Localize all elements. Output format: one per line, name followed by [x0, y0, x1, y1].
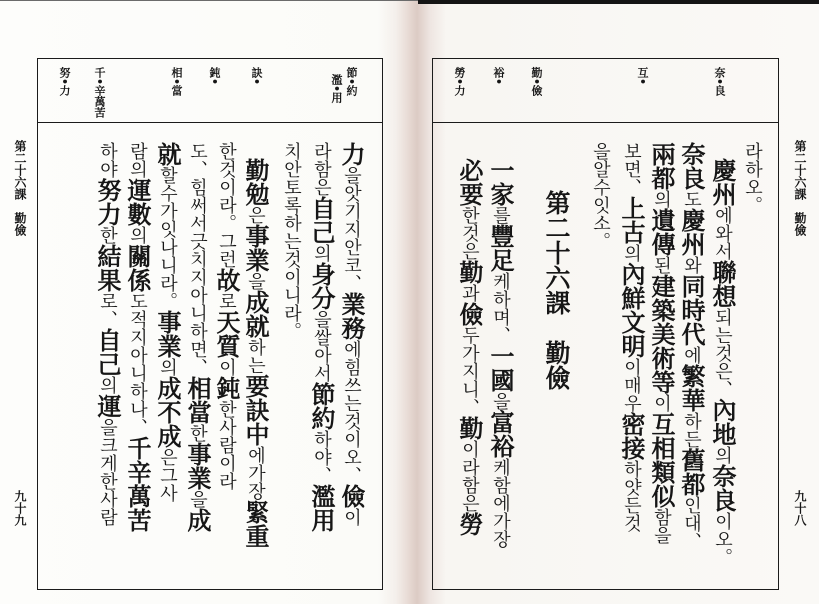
- hanja-run: 富裕: [486, 410, 515, 458]
- hanja-run: 千辛萬苦: [123, 436, 152, 532]
- hanja-run: 勤: [455, 416, 484, 440]
- hangul-run: 의: [621, 244, 642, 262]
- hangul-run: 과: [459, 284, 480, 302]
- gloss-word: 勤•儉: [530, 67, 543, 97]
- hanja-run: 遺傳: [647, 208, 676, 256]
- hanja-run: 努力: [93, 178, 122, 226]
- hanja-run: 事業: [153, 310, 182, 358]
- hangul-run: 도、힘써서긋치지아니하면、: [187, 142, 208, 376]
- hangul-run: 한: [97, 226, 118, 244]
- hanja-run: 成就: [241, 290, 270, 338]
- hangul-run: 이오。: [712, 512, 733, 566]
- hanja-run: 儉: [455, 302, 484, 326]
- hanja-run: 慶州: [708, 158, 737, 206]
- hanja-run: 身分: [307, 262, 336, 310]
- hangul-run: 한것이라。그런: [216, 142, 237, 268]
- hangul-run: 이: [341, 508, 362, 526]
- hangul-run: 의: [127, 226, 148, 244]
- hanja-run: 奈良: [708, 464, 737, 512]
- hangul-run: 케하며、: [490, 272, 511, 344]
- hangul-run: 되는것은、: [712, 308, 733, 398]
- gloss-word: 相•當: [170, 67, 183, 97]
- hangul-run: 을알수잇소。: [590, 142, 611, 250]
- hanja-run: 成: [183, 508, 212, 532]
- hangul-run: 의: [712, 446, 733, 464]
- hanja-run: 建築美術等: [647, 274, 676, 394]
- hanja-run: 一家: [486, 158, 515, 206]
- hangul-run: 이: [216, 358, 237, 376]
- hangul-run: 하야: [97, 142, 118, 178]
- hanja-run: 繁華: [677, 364, 706, 412]
- hangul-run: 라함은: [311, 142, 332, 196]
- text-column: [675, 142, 707, 588]
- hangul-run: 할수가잇나니라。: [157, 166, 178, 310]
- hangul-run: 람의: [127, 142, 148, 178]
- hanja-run: 儉: [337, 484, 366, 508]
- hangul-run: 와: [681, 256, 702, 274]
- hanja-run: 舊都: [677, 448, 706, 496]
- text-column: [584, 142, 616, 588]
- hanja-run: 互相類似: [647, 412, 676, 508]
- gloss-word: 節•約: [345, 67, 358, 97]
- page-number: 九十九: [13, 490, 27, 526]
- hanja-run: 相當: [183, 376, 212, 424]
- hangul-run: 인대、: [681, 496, 702, 550]
- gloss-word: 努•力: [58, 67, 71, 97]
- hangul-run: 에와서: [712, 206, 733, 260]
- text-column: [736, 142, 768, 588]
- hangul-run: 치안토록하는것이니라。: [281, 142, 302, 340]
- hanja-run: 勤: [455, 260, 484, 284]
- gloss-word: 奈•良: [713, 67, 726, 97]
- hanja-run: 結果: [93, 244, 122, 292]
- hangul-run: 두가지니、: [459, 326, 480, 416]
- hangul-run: 한사람이라: [216, 400, 237, 490]
- hangul-run: 을: [245, 272, 266, 290]
- hangul-run: 의: [651, 190, 672, 208]
- hangul-run: 를: [490, 206, 511, 224]
- hangul-run: 보면、: [621, 142, 642, 196]
- hangul-run: 은: [245, 206, 266, 224]
- hanja-run: 鈍: [212, 376, 241, 400]
- hanja-run: 聯想: [708, 260, 737, 308]
- hanja-run: 內鮮文明: [617, 262, 646, 358]
- running-head: 第二十六課 勤儉: [13, 140, 27, 236]
- hangul-run: 이: [651, 394, 672, 412]
- text-column: [484, 158, 516, 588]
- hangul-run: 로: [216, 292, 237, 310]
- hangul-run: 을크게한사람: [97, 418, 118, 526]
- gloss-word: 濫•用: [330, 74, 343, 104]
- hangul-run: 하는: [245, 338, 266, 374]
- lesson-heading: 第二十六課 勤儉: [542, 190, 571, 390]
- hanja-run: 勞: [455, 512, 484, 536]
- hanja-run: 勤勉: [241, 158, 270, 206]
- gloss-word: 鈍•: [208, 67, 221, 86]
- hangul-run: 케함에가장: [490, 458, 511, 548]
- hanja-run: 業務: [337, 292, 366, 340]
- text-column: [706, 158, 738, 588]
- hanja-run: 成不成: [153, 376, 182, 448]
- hanja-run: 故: [212, 268, 241, 292]
- hangul-run: 을앗기지안코、: [341, 166, 362, 292]
- hanja-run: 密接: [617, 412, 646, 460]
- hanja-run: 豐足: [486, 224, 515, 272]
- hanja-run: 運: [93, 394, 122, 418]
- hanja-run: 天質: [212, 310, 241, 358]
- hangul-run: 이라함은: [459, 440, 480, 512]
- gloss-word: 裕•: [492, 67, 505, 86]
- hangul-run: 한: [187, 424, 208, 442]
- hangul-run: 하야、: [311, 430, 332, 484]
- hanja-run: 一國: [486, 344, 515, 392]
- hangul-run: 라하오。: [742, 142, 763, 214]
- hanja-run: 要訣中: [241, 374, 270, 446]
- hanja-run: 事業: [183, 442, 212, 490]
- hanja-run: 節約: [307, 382, 336, 430]
- hangul-run: 로、: [97, 292, 118, 328]
- hangul-run: 하든: [681, 412, 702, 448]
- hanja-run: 自己: [93, 328, 122, 376]
- hanja-run: 就: [153, 142, 182, 166]
- hangul-run: 도적지아니하나、: [127, 292, 148, 436]
- gloss-word: 訣•: [250, 67, 263, 86]
- text-column: [453, 158, 485, 588]
- hangul-run: 은그사: [157, 448, 178, 502]
- hanja-run: 奈良: [677, 142, 706, 190]
- hangul-run: 의: [311, 244, 332, 262]
- running-head: 第二十六課 勤儉: [793, 140, 807, 236]
- hanja-run: 緊重: [241, 500, 270, 548]
- hangul-run: 한것은: [459, 206, 480, 260]
- hangul-run: 에가장: [245, 446, 266, 500]
- hangul-run: 에: [681, 346, 702, 364]
- gloss-word: 千•辛萬苦: [93, 67, 106, 119]
- gloss-word: 勞•力: [453, 67, 466, 97]
- hanja-run: 同時代: [677, 274, 706, 346]
- hanja-run: 自己: [307, 196, 336, 244]
- gloss-word: 互•: [636, 67, 649, 86]
- hangul-run: 함을: [651, 508, 672, 544]
- hanja-run: 關係: [123, 244, 152, 292]
- hangul-run: 된: [651, 256, 672, 274]
- hangul-run: 이매우: [621, 358, 642, 412]
- hangul-run: 에힘쓰는것이오、: [341, 340, 362, 484]
- hanja-run: 濫用: [307, 484, 336, 532]
- hangul-run: 을: [187, 490, 208, 508]
- hanja-run: 事業: [241, 224, 270, 272]
- hangul-run: 을쌀아서: [311, 310, 332, 382]
- hangul-run: 도: [681, 190, 702, 208]
- text-column: [615, 142, 647, 588]
- text-column: [645, 142, 677, 588]
- hanja-run: 必要: [455, 158, 484, 206]
- hanja-run: 上古: [617, 196, 646, 244]
- hanja-run: 慶州: [677, 208, 706, 256]
- hanja-run: 運數: [123, 178, 152, 226]
- hanja-run: 內地: [708, 398, 737, 446]
- gloss-divider: [432, 122, 779, 123]
- hangul-run: 하얏든것: [621, 460, 642, 532]
- page-number: 九十八: [793, 490, 807, 526]
- hanja-run: 力: [337, 142, 366, 166]
- hanja-run: 兩都: [647, 142, 676, 190]
- hangul-run: 을: [490, 392, 511, 410]
- hangul-run: 의: [157, 358, 178, 376]
- hangul-run: 의: [97, 376, 118, 394]
